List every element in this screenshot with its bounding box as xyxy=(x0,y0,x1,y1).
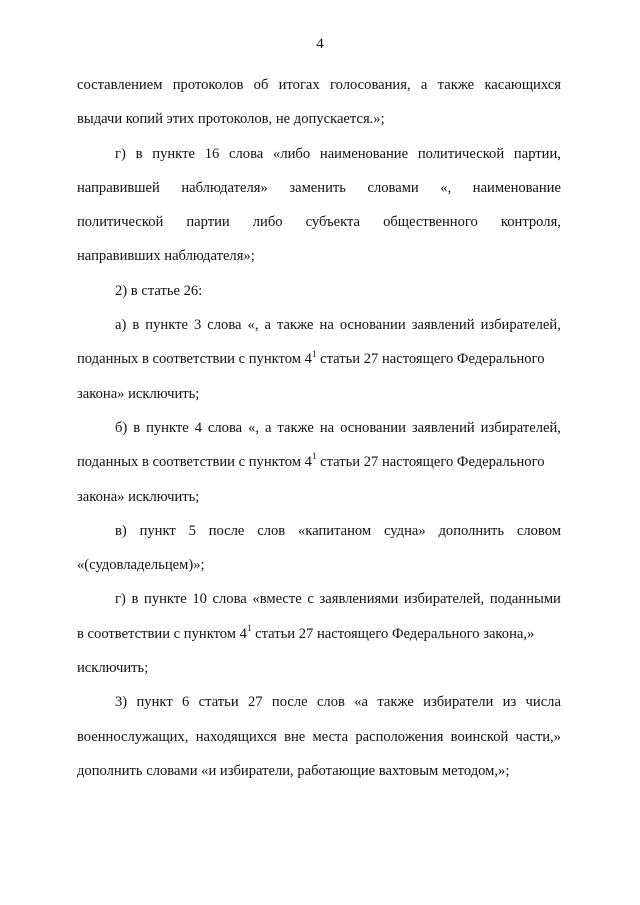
word: места xyxy=(312,728,349,745)
text-line xyxy=(77,685,561,719)
word: пункте xyxy=(144,591,187,608)
text-line xyxy=(77,137,561,171)
word: пункте xyxy=(152,145,195,162)
word: «, xyxy=(247,317,259,334)
word: «вместе xyxy=(252,591,302,608)
text-fragment: статьи 27 настоящего Федерального xyxy=(316,351,545,368)
word: избирателей, xyxy=(480,419,561,436)
word: г) xyxy=(115,591,126,608)
text-fragment: поданных в соответствии с пунктом 4 xyxy=(77,454,312,471)
word: расположения xyxy=(355,728,444,745)
word: вне xyxy=(284,728,306,745)
word: «капитаном xyxy=(298,522,372,539)
word: наблюдателя» xyxy=(181,179,268,196)
word: «, xyxy=(440,179,452,196)
word: а xyxy=(264,317,271,334)
text-line xyxy=(77,514,561,548)
word: 3) xyxy=(115,694,128,711)
word: судна» xyxy=(383,522,426,539)
word: словами xyxy=(367,179,419,196)
word: слова xyxy=(212,591,247,608)
word: 4 xyxy=(194,419,202,436)
word: 10 xyxy=(192,591,207,608)
superscript: 1 xyxy=(246,622,252,633)
word: г) xyxy=(115,145,126,162)
word: на xyxy=(319,419,335,436)
word: после xyxy=(208,522,245,539)
word: а xyxy=(420,77,428,93)
word: партии xyxy=(186,214,230,231)
word: также xyxy=(277,419,314,436)
word: политической xyxy=(77,214,164,231)
word: с xyxy=(307,591,314,608)
text-line: закона» исключить; xyxy=(77,488,200,505)
word: воинской xyxy=(450,728,509,745)
word: избирателей, xyxy=(403,591,485,608)
word: наименование xyxy=(472,179,561,196)
text-line: 2) в статье 26: xyxy=(115,282,203,299)
word: слова xyxy=(207,419,243,436)
word: поданными xyxy=(489,591,561,608)
word: в xyxy=(135,145,143,162)
text-fragment: статьи 27 настоящего Федерального xyxy=(316,454,545,471)
word: заявлений xyxy=(411,317,475,334)
word: слова xyxy=(229,145,264,162)
word: избиратели xyxy=(423,694,494,711)
word: статьи xyxy=(198,694,239,711)
word: общественного xyxy=(383,214,478,231)
word: субъекта xyxy=(305,214,361,231)
text-line: дополнить словами «и избиратели, работающие вахтовым методом,»; xyxy=(77,762,510,779)
word: «, xyxy=(248,419,260,436)
word: направившей xyxy=(77,179,160,196)
word: б) xyxy=(115,419,128,436)
word: военнослужащих, xyxy=(77,728,189,745)
text-fragment: в соответствии с пунктом 4 xyxy=(77,625,247,642)
text-line xyxy=(77,411,561,445)
text-line xyxy=(77,171,561,205)
text-line xyxy=(77,308,561,342)
text-line: «(судовладельцем)»; xyxy=(77,557,205,574)
word: об xyxy=(253,77,269,93)
word: слов xyxy=(257,522,286,539)
text-line: направивших наблюдателя»; xyxy=(77,248,255,265)
word: избирателей, xyxy=(480,317,561,334)
word: числа xyxy=(525,694,561,711)
word: дополнить xyxy=(438,522,505,539)
word: контроля, xyxy=(500,214,561,231)
text-line xyxy=(77,205,561,239)
word: 5 xyxy=(188,522,196,539)
text-line xyxy=(77,617,561,651)
word: наименование xyxy=(319,145,409,162)
text-line: закона» исключить; xyxy=(77,385,200,402)
text-line xyxy=(77,720,561,754)
superscript: 1 xyxy=(311,451,317,462)
word: «либо xyxy=(273,145,311,162)
word: словом xyxy=(516,522,561,539)
word: пункт xyxy=(139,522,176,539)
text-line: выдачи копий этих протоколов, не допускается.»; xyxy=(77,111,385,128)
word: заменить xyxy=(289,179,346,196)
word: в xyxy=(133,419,141,436)
word: голосования, xyxy=(330,77,411,93)
word: а xyxy=(264,419,272,436)
word: партии, xyxy=(513,145,561,162)
word: политической xyxy=(417,145,505,162)
word: «а xyxy=(354,694,368,711)
word: пункте xyxy=(146,419,189,436)
word: 27 xyxy=(247,694,263,711)
word: пункт xyxy=(136,694,173,711)
word: находящихся xyxy=(195,728,277,745)
document-body xyxy=(77,68,561,788)
word: также xyxy=(277,317,314,334)
word: 16 xyxy=(204,145,220,162)
word: либо xyxy=(252,214,283,231)
text-line xyxy=(77,582,561,616)
word: а) xyxy=(115,317,127,334)
word: в xyxy=(131,591,139,608)
text-line xyxy=(77,68,561,102)
page-number: 4 xyxy=(316,36,324,52)
superscript: 1 xyxy=(311,348,317,359)
word: также xyxy=(377,694,414,711)
word: 3 xyxy=(193,317,202,334)
word: заявлениями xyxy=(319,591,399,608)
word: основании xyxy=(339,317,406,334)
word: также xyxy=(437,77,475,93)
word: заявлений xyxy=(411,419,475,436)
text-line: исключить; xyxy=(77,660,149,677)
word: из xyxy=(502,694,517,711)
word: протоколов xyxy=(172,77,244,93)
word: итогах xyxy=(278,77,320,93)
word: составлением xyxy=(77,77,163,93)
word: слова xyxy=(207,317,242,334)
word: на xyxy=(319,317,334,334)
word: в) xyxy=(115,522,127,539)
text-line xyxy=(77,342,561,376)
text-fragment: статьи 27 настоящего Федерального закона,» xyxy=(251,625,535,642)
word: в xyxy=(132,317,140,334)
word: пункте xyxy=(145,317,188,334)
word: слов xyxy=(316,694,345,711)
text-fragment: поданных в соответствии с пунктом 4 xyxy=(77,351,312,368)
word: касающихся xyxy=(484,77,561,93)
word: после xyxy=(271,694,308,711)
word: части,» xyxy=(515,728,561,745)
word: 6 xyxy=(182,694,190,711)
word: основании xyxy=(340,419,406,436)
text-line xyxy=(77,445,561,479)
